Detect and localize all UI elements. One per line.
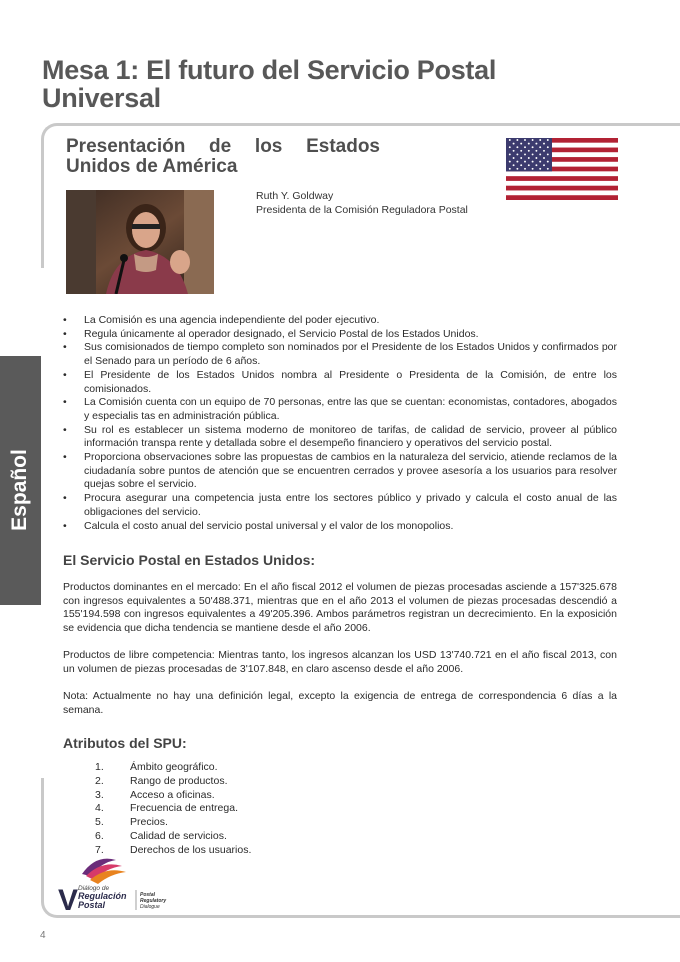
flag-star	[539, 168, 541, 170]
flag-star	[535, 143, 537, 145]
logo-english-line-2: Regulatory	[140, 898, 167, 904]
flag-star	[539, 161, 541, 163]
list-number: 3.	[95, 788, 104, 801]
list-text: Precios.	[130, 816, 168, 829]
commission-bullet-list	[63, 314, 617, 533]
flag-star	[509, 153, 511, 155]
list-number: 2.	[95, 774, 104, 787]
list-number: 5.	[95, 816, 104, 829]
list-item: • Su rol es establecer un sistema moderno de monitoreo de tarifas, de calidad de servicio, proveer al público información transpa rente y detallada sobre el desempeño financiero y operativos del servicio postal.	[63, 424, 617, 451]
flag-star	[528, 143, 530, 145]
list-item: • La Comisión cuenta con un equipo de 70 personas, entre las que se cuentan: economistas, contadores, abogados y especialis tas en administración pública.	[63, 396, 617, 423]
list-number: 4.	[95, 802, 104, 815]
section-title: Presentación de los Estados Unidos de América	[66, 136, 380, 177]
flag-star	[524, 146, 526, 148]
logo-line-1: Diálogo de	[78, 885, 110, 892]
flag-star	[528, 150, 530, 152]
flag-star	[513, 164, 515, 166]
flag-star	[543, 143, 545, 145]
flag-star	[524, 168, 526, 170]
flag-stripe	[506, 181, 618, 186]
flag-star	[524, 153, 526, 155]
flag-star	[520, 164, 522, 166]
flag-star	[524, 161, 526, 163]
speaker-photo	[66, 190, 214, 294]
flag-star	[547, 168, 549, 170]
logo-line-2: Regulación	[78, 891, 127, 901]
flag-star	[520, 150, 522, 152]
list-item: • La Comisión es una agencia independiente del poder ejecutivo.	[63, 314, 617, 328]
list-item: • Regula únicamente al operador designado, el Servicio Postal de los Estados Unidos.	[63, 328, 617, 342]
list-item	[95, 761, 251, 775]
list-text: Ámbito geográfico.	[130, 761, 218, 773]
list-text: Derechos de los usuarios.	[130, 843, 252, 856]
flag-star	[532, 146, 534, 148]
flag-star	[547, 146, 549, 148]
flag-star	[516, 146, 518, 148]
flag-star	[524, 139, 526, 141]
flag-star	[516, 168, 518, 170]
flag-stripe	[506, 176, 618, 181]
paragraph-competition-products: Productos de libre competencia: Mientras tanto, los ingresos alcanzan los USD 13'740.721 en el año fiscal 2013, con un volumen de piezas procesadas de 3'107.848, en claro ascenso desde el año 2006.	[63, 649, 617, 675]
flag-star	[528, 157, 530, 159]
flag-stripe	[506, 186, 618, 191]
flag-star	[532, 139, 534, 141]
main-title: Mesa 1: El futuro del Servicio Postal Universal	[42, 55, 497, 113]
flag-star	[543, 157, 545, 159]
logo-roman-numeral: V	[58, 884, 79, 914]
flag-star	[509, 139, 511, 141]
flag-star	[520, 157, 522, 159]
flag-star	[516, 139, 518, 141]
logo-english-line-1: Postal	[140, 892, 156, 898]
flag-star	[513, 150, 515, 152]
logo-line-3: Postal	[78, 900, 106, 910]
dialogo-regulacion-postal-logo	[56, 852, 186, 914]
flag-star	[547, 161, 549, 163]
list-item: • Procura asegurar una competencia justa entre los sectores público y privado y calcula el costo anual de las obligaciones del servicio.	[63, 492, 617, 519]
list-item: • Sus comisionados de tiempo completo son nominados por el Presidente de los Estados Unidos y confirmados por el Senado para un período de 6 años.	[63, 341, 617, 368]
paragraph-note: Nota: Actualmente no hay una definición legal, excepto la exigencia de entrega de correspondencia 6 días a la semana.	[63, 690, 617, 716]
list-text: Acceso a oficinas.	[130, 788, 215, 801]
flag-star	[535, 164, 537, 166]
list-text: Frecuencia de entrega.	[130, 802, 238, 815]
flag-star	[509, 161, 511, 163]
flag-star	[528, 164, 530, 166]
servicio-heading: El Servicio Postal en Estados Unidos:	[63, 552, 316, 568]
paragraph-dominant-products: Productos dominantes en el mercado: En el año fiscal 2012 el volumen de piezas procesadas asciende a 157'325.678 con ingresos equivalentes a 50'488.371, mientras que en el año 2013 el volumen de piezas procesadas descendió a 155'194.598 con ingresos equivalentes a 49'205.396. Ambos parámetros registran un decrecimiento. En la exposición se evidencia que dicha tendencia se mantiene desde el año 2006.	[63, 581, 617, 635]
flag-star	[535, 150, 537, 152]
flag-star	[539, 146, 541, 148]
flag-star	[520, 143, 522, 145]
flag-star	[532, 161, 534, 163]
flag-stripe	[506, 195, 618, 200]
flag-star	[543, 150, 545, 152]
flag-stripe	[506, 171, 618, 176]
flag-star	[535, 157, 537, 159]
us-flag-icon	[506, 138, 618, 200]
flag-star	[539, 153, 541, 155]
flag-star	[513, 143, 515, 145]
flag-star	[516, 153, 518, 155]
list-text: Rango de productos.	[130, 774, 228, 787]
flag-star	[516, 161, 518, 163]
flag-star	[532, 168, 534, 170]
flag-stripe	[506, 190, 618, 195]
list-text: Calidad de servicios.	[130, 829, 227, 842]
flag-star	[509, 168, 511, 170]
flag-star	[543, 164, 545, 166]
list-item: • El Presidente de los Estados Unidos nombra al Presidente o Presidenta de la Comisión, de entre los comisionados.	[63, 369, 617, 396]
flag-star	[539, 139, 541, 141]
atributos-heading: Atributos del SPU:	[63, 735, 187, 751]
list-number: 1.	[95, 761, 104, 773]
list-number: 6.	[95, 829, 104, 842]
list-number: 7.	[95, 843, 104, 856]
flag-star	[532, 153, 534, 155]
flag-star	[509, 146, 511, 148]
flag-star	[547, 139, 549, 141]
list-item: • Calcula el costo anual del servicio postal universal y el valor de los monopolios.	[63, 520, 617, 534]
flag-star	[547, 153, 549, 155]
speaker-name: Ruth Y. Goldway	[256, 190, 334, 202]
page-number: 4	[40, 930, 46, 941]
language-side-tab-label: Español	[8, 449, 31, 531]
flag-star	[513, 157, 515, 159]
speaker-role: Presidenta de la Comisión Reguladora Postal	[256, 204, 468, 216]
list-item: • Proporciona observaciones sobre las propuestas de cambios en la naturaleza del servicio, atiende reclamos de la ciudadanía sobre puntos de atención que se encuentren cerrados y provee asesoría a los usuarios para resolver quejas sobre el servicio.	[63, 451, 617, 492]
logo-english-line-3: Dialogue	[140, 904, 160, 910]
